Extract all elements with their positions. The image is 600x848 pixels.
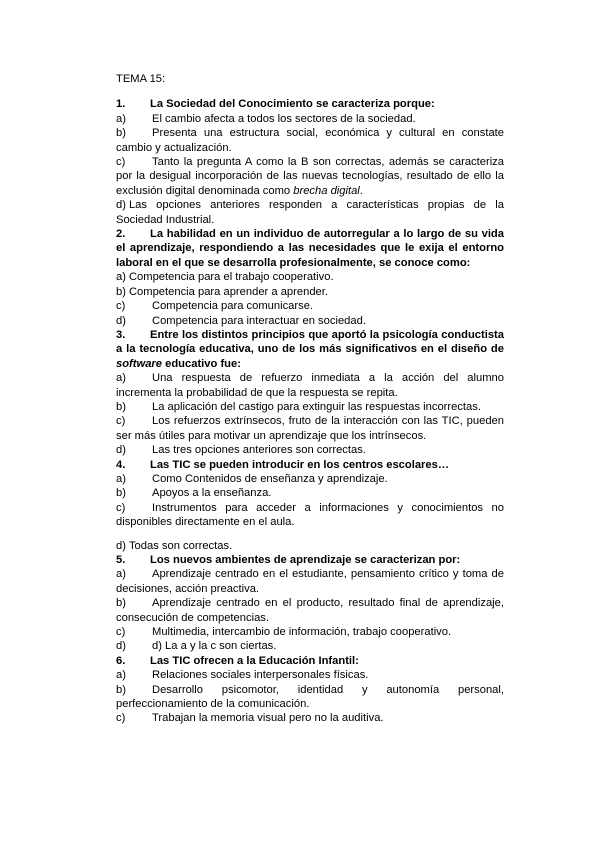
option — [116, 285, 504, 299]
option-label: b) — [116, 487, 126, 500]
option-label: d) — [116, 640, 126, 653]
option-label: b) — [116, 127, 126, 140]
option-label: b) — [116, 400, 126, 413]
option-label: a) — [116, 372, 126, 385]
option-text: Competencia para interactuar en sociedad. — [152, 314, 366, 327]
option-label: d) — [116, 539, 126, 552]
option-text: Todas son correctas. — [128, 539, 233, 552]
option — [116, 539, 504, 553]
option-italic-text: brecha digital — [293, 184, 360, 197]
document-body — [116, 72, 504, 726]
option — [116, 299, 504, 313]
option-label: d) — [116, 444, 126, 457]
question-text: La habilidad en un individuo de autorregular a lo largo de su vida el aprendizaje, respondiendo a las necesidades que le exija el entorno laboral en el que se desarrolla profesionalmente, se conoce como: — [116, 228, 504, 269]
option-label: b) — [116, 597, 126, 610]
option-label: a) — [116, 669, 126, 682]
question-2 — [116, 227, 504, 270]
option-label: d) — [116, 314, 126, 327]
option-text: Una respuesta de refuerzo inmediata a la acción del alumno incrementa la probabilidad de que la respuesta se repita. — [116, 372, 504, 399]
option-text: El cambio afecta a todos los sectores de la sociedad. — [152, 112, 416, 125]
question-4 — [116, 458, 504, 472]
option — [116, 711, 504, 725]
question-italic-text: software — [116, 357, 163, 370]
option-text: Competencia para el trabajo cooperativo. — [128, 271, 334, 284]
option — [116, 400, 504, 414]
option — [116, 443, 504, 457]
option-label: c) — [116, 415, 126, 428]
option-text: Las opciones anteriores responden a características propias de la Sociedad Industrial. — [116, 199, 504, 226]
option-label: c) — [116, 712, 126, 725]
option-text: d) La a y la c son ciertas. — [152, 640, 277, 653]
question-1 — [116, 97, 504, 111]
option-label: b) — [116, 285, 126, 298]
option-label: a) — [116, 472, 126, 485]
question-number: 3. — [116, 328, 126, 341]
option — [116, 625, 504, 639]
option — [116, 371, 504, 400]
option-label: c) — [116, 501, 126, 514]
option — [116, 596, 504, 625]
question-number: 1. — [116, 98, 126, 111]
option — [116, 112, 504, 126]
option — [116, 270, 504, 284]
option — [116, 472, 504, 486]
option — [116, 486, 504, 500]
option-text: Aprendizaje centrado en el estudiante, pensamiento crítico y toma de decisiones, acción preactiva. — [116, 568, 504, 595]
question-5 — [116, 553, 504, 567]
option-text: Competencia para comunicarse. — [152, 300, 314, 313]
option-label: a) — [116, 271, 126, 284]
question-text-end: educativo fue: — [165, 357, 241, 370]
option-text: Los refuerzos extrínsecos, fruto de la interacción con las TIC, pueden ser más útiles para motivar un aprendizaje que los intrínsecos. — [116, 415, 504, 442]
document-title: TEMA 15: — [116, 73, 166, 85]
option — [116, 414, 504, 443]
spacer — [116, 530, 504, 539]
question-text: Los nuevos ambientes de aprendizaje se caracterizan por: — [150, 554, 461, 566]
option — [116, 639, 504, 653]
option-label: d) — [116, 199, 126, 212]
option-text: Desarrollo psicomotor, identidad y autonomía personal, perfeccionamiento de la comunicación. — [116, 683, 504, 711]
option-text: Competencia para aprender a aprender. — [128, 285, 328, 298]
question-text: Las TIC se pueden introducir en los centros escolares… — [150, 458, 450, 471]
question-text: Las TIC ofrecen a la Educación Infantil: — [150, 654, 359, 667]
option-text: Apoyos a la enseñanza. — [152, 487, 272, 500]
option — [116, 567, 504, 596]
option-text: La aplicación del castigo para extinguir las respuestas incorrectas. — [152, 400, 481, 413]
option-label: b) — [116, 683, 126, 696]
option-label: c) — [116, 626, 126, 639]
option-text-end: . — [359, 184, 363, 197]
question-text: La Sociedad del Conocimiento se caracteriza porque: — [150, 98, 435, 111]
option-text: Tanto la pregunta A como la B son correctas, además se caracteriza por la desigual incorporación de las nuevas tecnologías, resultado de ello la exclusión digital denominada como — [116, 156, 504, 197]
option-label: c) — [116, 300, 126, 313]
option-label: a) — [116, 112, 126, 125]
option-text: Las tres opciones anteriores son correctas. — [152, 444, 366, 457]
option-text: Presenta una estructura social, económica y cultural en constate cambio y actualización. — [116, 127, 504, 154]
option-text: Trabajan la memoria visual pero no la auditiva. — [152, 712, 384, 725]
option — [116, 198, 504, 227]
option-label: c) — [116, 156, 126, 169]
option — [116, 314, 504, 328]
option — [116, 126, 504, 155]
question-number: 4. — [116, 458, 126, 471]
option-text: Aprendizaje centrado en el producto, resultado final de aprendizaje, consecución de competencias. — [116, 597, 504, 624]
option — [116, 155, 504, 198]
question-number: 2. — [116, 228, 126, 241]
question-6 — [116, 654, 504, 668]
question-text: Entre los distintos principios que aportó la psicología conductista a la tecnología educativa, uno de los más significativos en el diseño de — [116, 328, 504, 356]
option-label: a) — [116, 568, 126, 581]
option-text: Multimedia, intercambio de información, trabajo cooperativo. — [152, 626, 452, 639]
question-3 — [116, 328, 504, 371]
option-text: Como Contenidos de enseñanza y aprendizaje. — [152, 472, 388, 485]
option — [116, 668, 504, 682]
option — [116, 683, 504, 712]
option-text: Relaciones sociales interpersonales físicas. — [152, 669, 369, 682]
question-number: 5. — [116, 554, 126, 566]
option — [116, 501, 504, 530]
option-text: Instrumentos para acceder a informaciones y conocimientos no disponibles directamente en el aula. — [116, 501, 504, 529]
question-number: 6. — [116, 654, 126, 667]
